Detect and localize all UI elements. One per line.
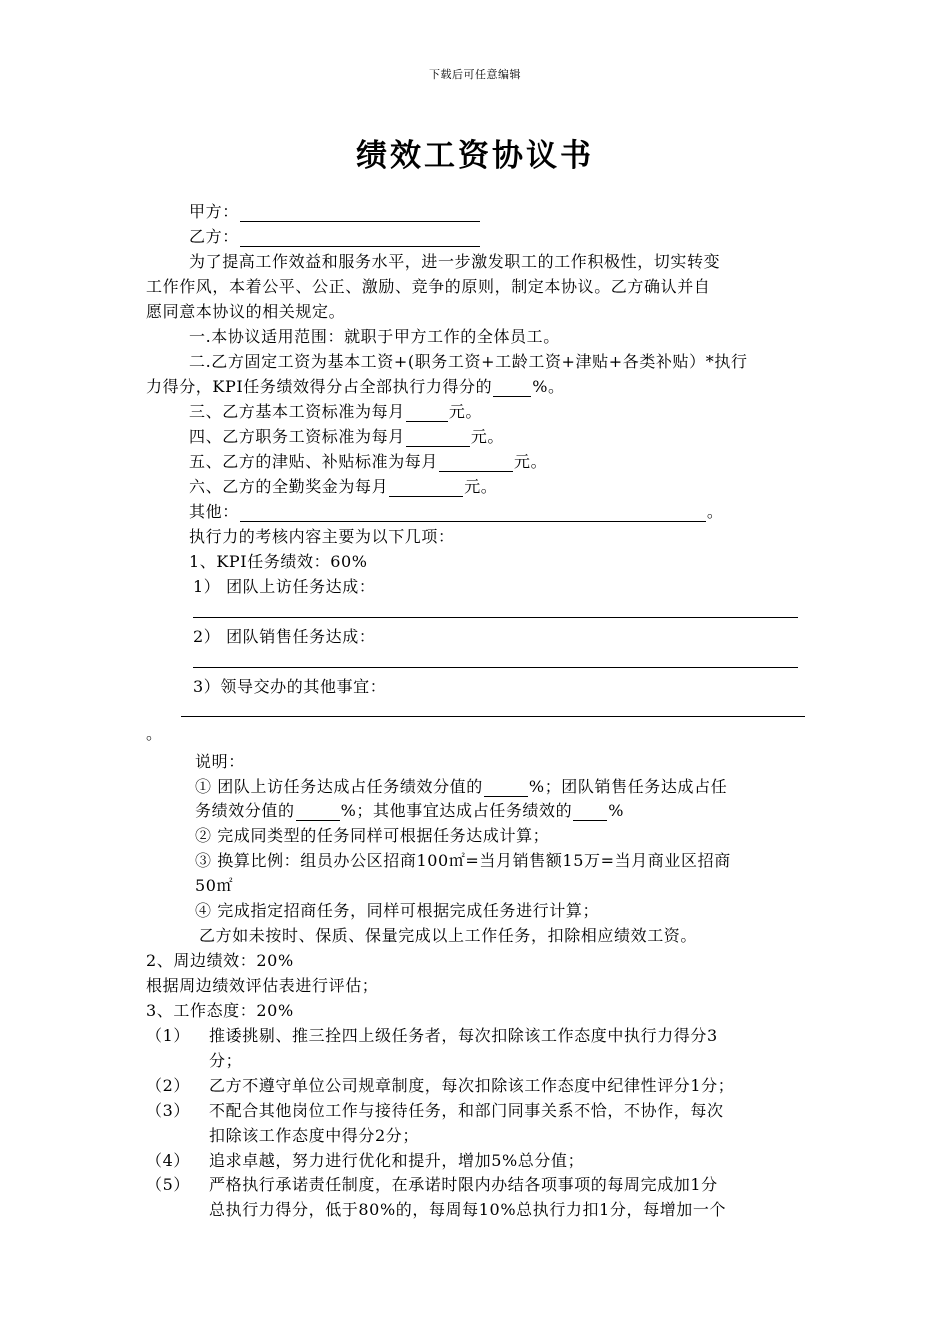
clause-5	[189, 452, 547, 472]
attitude-item-3-line-1: 不配合其他岗位工作与接待任务，和部门同事关系不恰，不协作，每次	[209, 1101, 724, 1120]
header-note: 下载后可任意编辑	[429, 68, 521, 81]
note-2: ② 完成同类型的任务同样可根据任务达成计算；	[195, 826, 550, 845]
kpi-item-2-answer-line[interactable]	[193, 667, 798, 668]
kpi-end-mark: 。	[146, 724, 163, 743]
other-blank[interactable]	[240, 505, 706, 522]
allowance-blank[interactable]	[439, 455, 513, 472]
peripheral-desc: 根据周边绩效评估表进行评估；	[146, 976, 379, 995]
kpi-title: 1、KPI任务绩效：60%	[189, 552, 368, 571]
note-1-text-b: %；团队销售任务达成占任	[528, 777, 728, 796]
attitude-item-3-num: （3）	[146, 1101, 190, 1120]
clause-2-line-2	[146, 377, 565, 397]
assessment-intro: 执行力的考核内容主要为以下几项：	[189, 527, 455, 546]
clause-4	[189, 427, 504, 447]
other-line	[189, 502, 723, 522]
note-1-line-2	[195, 801, 624, 821]
position-salary-blank[interactable]	[406, 430, 470, 447]
base-salary-blank[interactable]	[406, 405, 448, 422]
attitude-item-5-num: （5）	[146, 1175, 190, 1194]
note-3-line-1: ③ 换算比例：组员办公区招商100㎡=当月销售额15万=当月商业区招商	[195, 851, 731, 870]
kpi-item-3: 3）领导交办的其他事宜：	[193, 677, 387, 696]
peripheral-title: 2、周边绩效：20%	[146, 951, 294, 970]
party-a-label: 甲方：	[189, 202, 239, 221]
note-3-line-2: 50㎡	[195, 876, 234, 895]
kpi-item-2: 2） 团队销售任务达成：	[193, 627, 376, 646]
attitude-item-2-line-1: 乙方不遵守单位公司规章制度，每次扣除该工作态度中纪律性评分1分；	[209, 1076, 735, 1095]
attendance-bonus-blank[interactable]	[389, 480, 463, 497]
attitude-item-1-line-1: 推诿挑剔、推三拴四上级任务者，每次扣除该工作态度中执行力得分3	[209, 1026, 718, 1045]
note-1-line-1	[195, 777, 727, 797]
attitude-item-4-line-1: 追求卓越，努力进行优化和提升，增加5%总分值；	[209, 1151, 585, 1170]
other-end: 。	[706, 502, 724, 521]
clause-6	[189, 477, 497, 497]
party-b-line	[189, 227, 481, 247]
attitude-item-5-line-2: 总执行力得分，低于80%的，每周每10%总执行力扣1分，每增加一个	[209, 1200, 727, 1219]
kpi-item-1: 1） 团队上访任务达成：	[193, 577, 376, 596]
note-1-text-a: ① 团队上访任务达成占任务绩效分值的	[195, 777, 483, 796]
clause-4-suffix: 元。	[470, 427, 505, 446]
attitude-item-1-num: （1）	[146, 1026, 190, 1045]
document-title: 绩效工资协议书	[356, 138, 594, 174]
party-a-blank[interactable]	[240, 205, 480, 222]
party-b-blank[interactable]	[240, 230, 480, 247]
note-title: 说明：	[195, 752, 245, 771]
clause-3	[189, 402, 482, 422]
clause-5-suffix: 元。	[514, 452, 548, 471]
other-label: 其他：	[189, 502, 239, 521]
intro-line-1: 为了提高工作效益和服务水平，进一步激发职工的工作积极性，切实转变	[189, 252, 721, 271]
attitude-item-4-num: （4）	[146, 1151, 190, 1170]
intro-line-3: 愿同意本协议的相关规定。	[146, 302, 346, 321]
clause-5-text: 五、乙方的津贴、补贴标准为每月	[189, 452, 439, 471]
clause-4-text: 四、乙方职务工资标准为每月	[189, 427, 405, 446]
attitude-item-3-line-2: 扣除该工作态度中得分2分；	[209, 1126, 419, 1145]
note-1-text-c: 务绩效分值的	[195, 801, 295, 820]
party-b-label: 乙方：	[189, 227, 239, 246]
clause-3-suffix: 元。	[448, 402, 483, 421]
clause-2-line-1: 二.乙方固定工资为基本工资+(职务工资+工龄工资+津贴+各类补贴）*执行	[189, 352, 748, 371]
attitude-item-2-num: （2）	[146, 1076, 190, 1095]
note-5: 乙方如未按时、保质、保量完成以上工作任务，扣除相应绩效工资。	[199, 926, 698, 945]
note-1-text-d: %；其他事宜达成占任务绩效的	[340, 801, 573, 820]
party-a-line	[189, 202, 481, 222]
clause-6-text: 六、乙方的全勤奖金为每月	[189, 477, 389, 496]
kpi-percent-blank[interactable]	[493, 380, 531, 397]
attitude-item-1-line-2: 分；	[209, 1051, 243, 1070]
visit-percent-blank[interactable]	[484, 780, 528, 797]
clause-2-text: 力得分，KPI任务绩效得分占全部执行力得分的	[146, 377, 493, 396]
kpi-item-3-answer-line[interactable]	[181, 716, 805, 717]
clause-6-suffix: 元。	[464, 477, 498, 496]
clause-3-text: 三、乙方基本工资标准为每月	[189, 402, 405, 421]
kpi-item-1-answer-line[interactable]	[193, 617, 798, 618]
intro-line-2: 工作作风，本着公平、公正、激励、竞争的原则，制定本协议。乙方确认并自	[146, 277, 711, 296]
clause-2-suffix: %。	[532, 377, 565, 396]
clause-1: 一.本协议适用范围：就职于甲方工作的全体员工。	[189, 327, 560, 346]
sales-percent-blank[interactable]	[296, 804, 340, 821]
note-4: ④ 完成指定招商任务，同样可根据完成任务进行计算；	[195, 901, 600, 920]
attitude-title: 3、工作态度：20%	[146, 1001, 294, 1020]
attitude-item-5-line-1: 严格执行承诺责任制度，在承诺时限内办结各项事项的每周完成加1分	[209, 1175, 718, 1194]
note-1-text-e: %	[608, 801, 625, 820]
other-percent-blank[interactable]	[573, 804, 607, 821]
